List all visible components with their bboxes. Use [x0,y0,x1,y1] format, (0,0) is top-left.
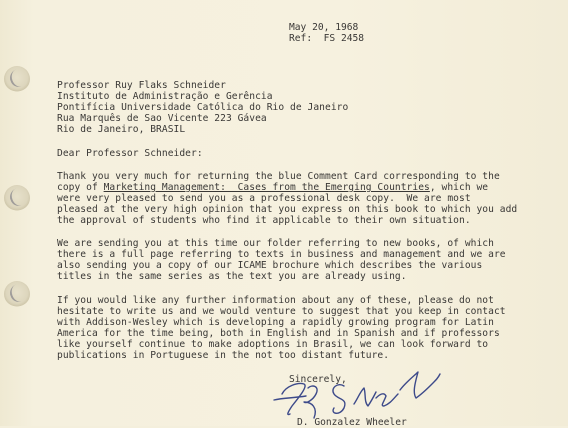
body-line: pleased at the very high opinion that you express on this book to which you add [57,204,518,215]
salutation: Dear Professor Schneider: [57,148,203,159]
body-text: , which we [429,182,489,193]
address-line: Professor Ruy Flaks Schneider [57,80,226,91]
body-text: copy of [57,182,104,193]
body-line: the approval of students who find it applicable to their own situation. [57,215,471,226]
punch-hole [4,281,30,307]
letter-reference: Ref: FS 2458 [289,33,365,44]
punch-hole [4,185,30,211]
address-line: Pontifícia Universidade Católica do Rio de Janeiro [57,102,349,113]
body-line: with Addison-Wesley which is developing a rapidly growing program for Latin [57,317,494,328]
body-line-with-title [57,182,488,193]
body-line: were very pleased to send you as a professional desk copy. We are most [57,193,471,204]
body-line: If you would like any further information about any of these, please do not [57,295,494,306]
address-line: Rio de Janeiro, BRASIL [57,124,186,135]
punch-hole [4,66,30,92]
address-line: Instituto de Administração e Gerência [57,91,273,102]
body-line: also sending you a copy of our ICAME brochure which describes the various [57,260,483,271]
letter-date: May 20, 1968 [289,22,359,33]
address-line: Rua Marquês de Sao Vicente 223 Gávea [57,113,267,124]
signer-name: D. Gonzalez Wheeler [297,417,407,428]
body-line: titles in the same series as the text you are already using. [57,271,407,282]
body-line: hesitate to write us and we would venture to suggest that you keep in contact [57,306,506,317]
body-line: Thank you very much for returning the blue Comment Card corresponding to the [57,171,500,182]
closing: Sincerely, [289,374,347,385]
body-line: there is a full page referring to texts in business and management and we are [57,249,506,260]
body-line: like yourself continue to make adoptions in Brasil, we can look forward to [57,339,489,350]
body-line: publications in Portuguese in the not too distant future. [57,350,390,361]
body-line: We are sending you at this time our folder referring to new books, of which [57,238,494,249]
book-title: Marketing Management: Cases from the Emerging Countries [103,182,430,193]
body-line: America for the time being, both in English and in Spanish and if professors [57,328,500,339]
